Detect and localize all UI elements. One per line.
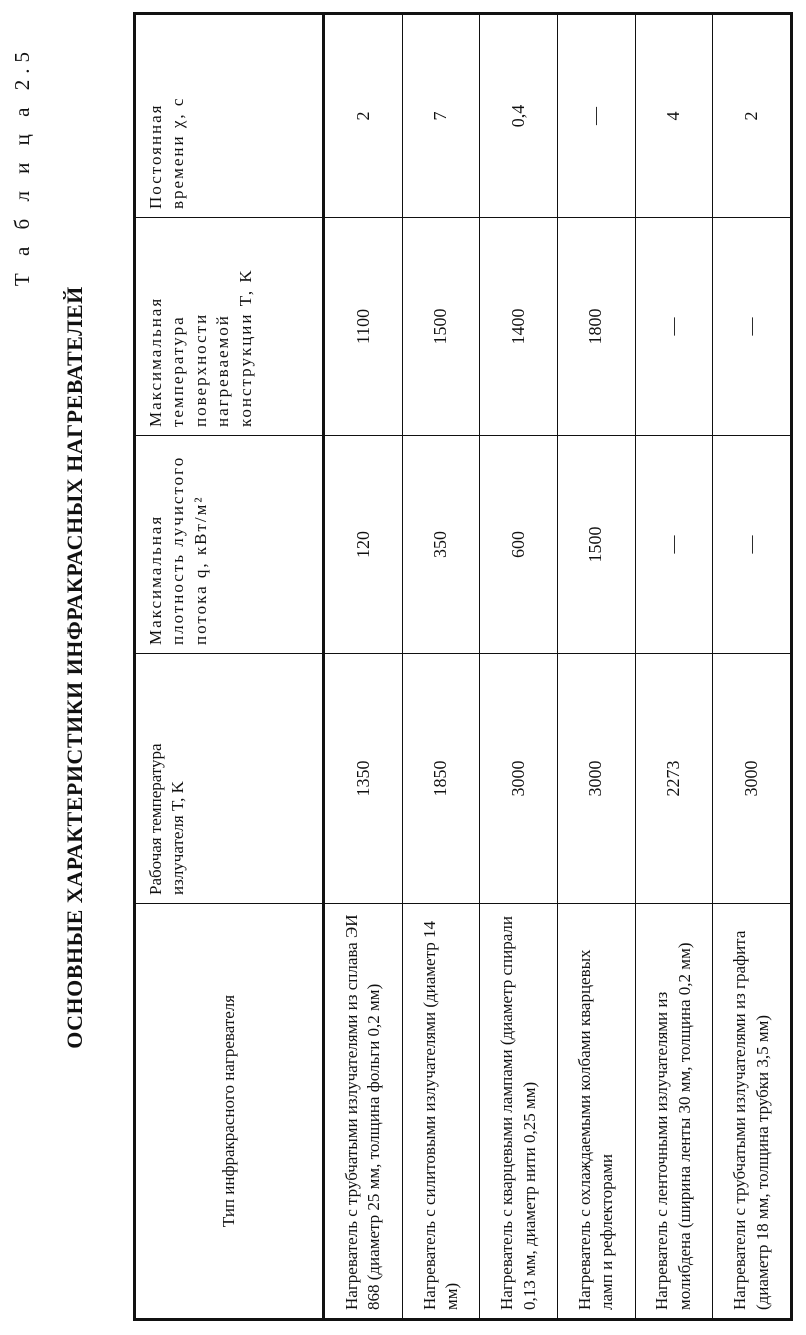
cell-heater-type: Нагреватель с охлаждаемыми колбами кварцевых ламп и рефлекторами <box>557 904 635 1320</box>
column-header-operating-temperature: Рабочая температура излучателя T, K <box>135 654 324 904</box>
table-row <box>713 14 792 1320</box>
cell-operating-temperature: 2273 <box>635 654 713 904</box>
table-row <box>402 14 480 1320</box>
cell-max-surface-temperature: 1400 <box>480 218 558 436</box>
cell-operating-temperature: 1850 <box>402 654 480 904</box>
cell-max-surface-temperature: — <box>635 218 713 436</box>
cell-time-constant: — <box>557 14 635 218</box>
cell-operating-temperature: 3000 <box>713 654 792 904</box>
heater-characteristics-table <box>133 12 793 1321</box>
cell-heater-type: Нагреватель с трубчатыми излучателями из сплава ЭИ 868 (диаметр 25 мм, толщина фольги 0,2 мм) <box>324 904 403 1320</box>
cell-max-flux-density: 1500 <box>557 436 635 654</box>
cell-time-constant: 2 <box>324 14 403 218</box>
table-title: ОСНОВНЫЕ ХАРАКТЕРИСТИКИ ИНФРАКРАСНЫХ НАГРЕВАТЕЛЕЙ <box>62 286 87 1049</box>
cell-time-constant: 2 <box>713 14 792 218</box>
column-header-max-flux-density: Максимальная плотность лучистого потока q, кВт/м² <box>135 436 324 654</box>
cell-time-constant: 4 <box>635 14 713 218</box>
cell-heater-type: Нагреватели с трубчатыми излучателями из графита (диаметр 18 мм, толщина трубки 3,5 мм) <box>713 904 792 1320</box>
cell-heater-type: Нагреватель с силитовыми излучателями (диаметр 14 мм) <box>402 904 480 1320</box>
table-row <box>324 14 403 1320</box>
cell-operating-temperature: 3000 <box>480 654 558 904</box>
cell-max-flux-density: — <box>713 436 792 654</box>
cell-max-flux-density: 600 <box>480 436 558 654</box>
cell-max-surface-temperature: — <box>713 218 792 436</box>
cell-time-constant: 0,4 <box>480 14 558 218</box>
table-row <box>635 14 713 1320</box>
cell-max-surface-temperature: 1100 <box>324 218 403 436</box>
cell-heater-type: Нагреватель с кварцевыми лампами (диаметр спирали 0,13 мм, диаметр нити 0,25 мм) <box>480 904 558 1320</box>
cell-max-flux-density: — <box>635 436 713 654</box>
column-header-max-surface-temperature: Максимальная температура поверхности нагреваемой конструкции T, K <box>135 218 324 436</box>
column-header-type: Тип инфракрасного нагревателя <box>135 904 324 1320</box>
cell-time-constant: 7 <box>402 14 480 218</box>
table-row <box>557 14 635 1320</box>
cell-max-surface-temperature: 1800 <box>557 218 635 436</box>
cell-operating-temperature: 1350 <box>324 654 403 904</box>
table-caption: Т а б л и ц а 2.5 <box>10 46 34 287</box>
cell-max-surface-temperature: 1500 <box>402 218 480 436</box>
table-header-row <box>135 14 324 1320</box>
cell-heater-type: Нагреватель с ленточными излучателями из молибдена (ширина ленты 30 мм, толщина 0,2 мм) <box>635 904 713 1320</box>
cell-operating-temperature: 3000 <box>557 654 635 904</box>
table-row <box>480 14 558 1320</box>
column-header-time-constant: Постоянная времени χ, с <box>135 14 324 218</box>
cell-max-flux-density: 120 <box>324 436 403 654</box>
cell-max-flux-density: 350 <box>402 436 480 654</box>
